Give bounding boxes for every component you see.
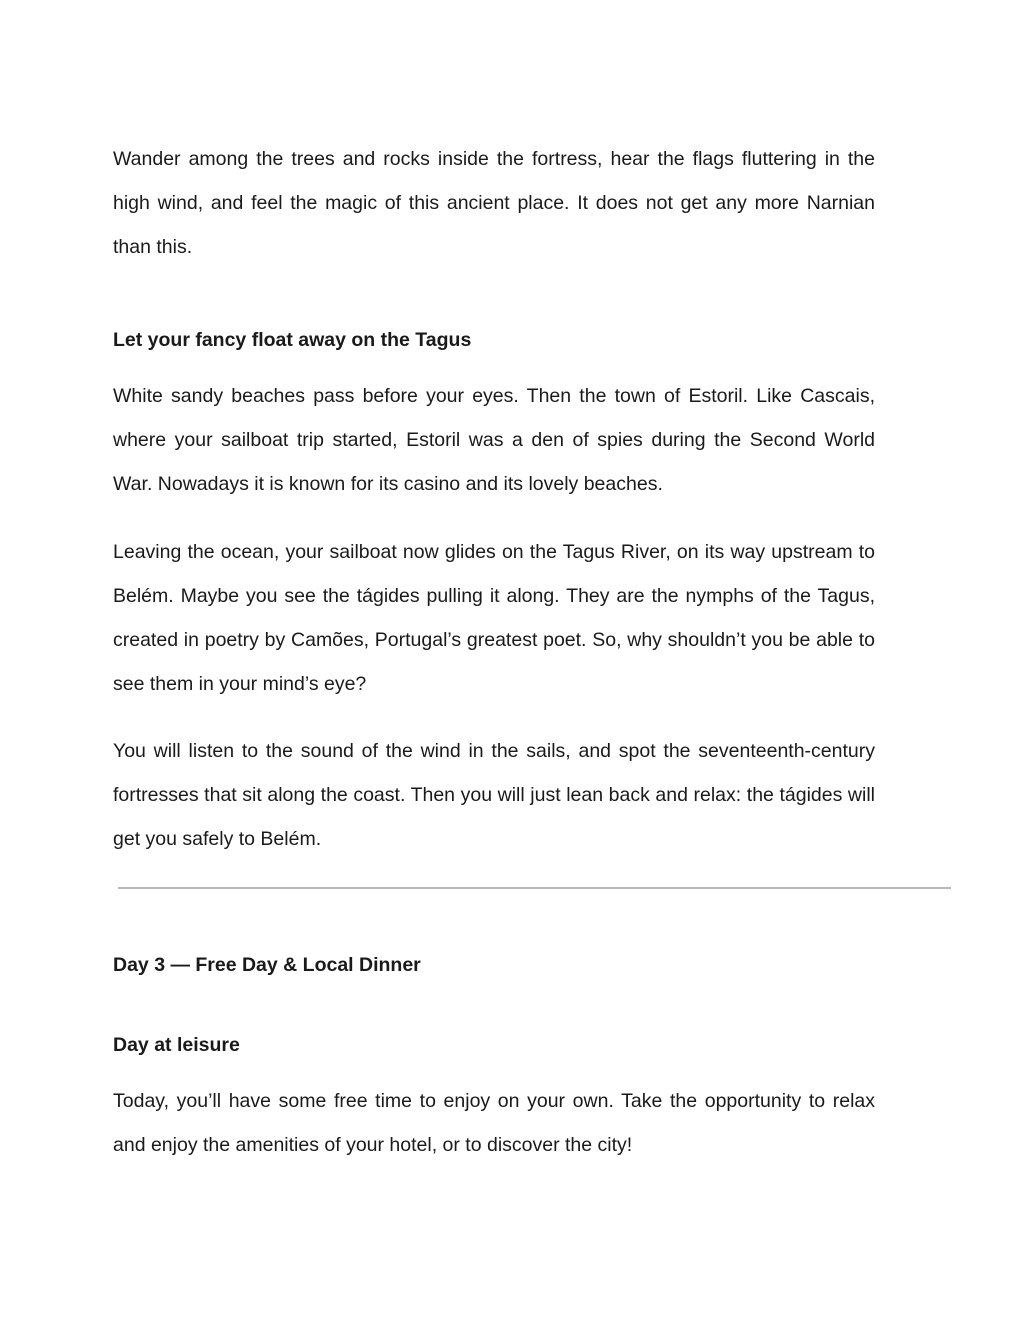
day3-title-block [113, 953, 875, 977]
day3-paragraph-block [113, 1079, 875, 1167]
section-divider [118, 887, 951, 889]
tagus-paragraph-3: You will listen to the sound of the wind in the sails, and spot the seventeenth-century fortresses that sit along the coast. Then you will just lean back and relax: the tágides will get you safely to Belém. [113, 740, 875, 850]
day3-paragraph: Today, you’ll have some free time to enjoy on your own. Take the opportunity to relax and enjoy the amenities of your hotel, or to discover the city! [113, 1090, 875, 1156]
narnia-paragraph: Wander among the trees and rocks inside the fortress, hear the flags fluttering in the high wind, and feel the magic of this ancient place. It does not get any more Narnian than this. [113, 148, 875, 258]
tagus-paragraph-2: Leaving the ocean, your sailboat now glides on the Tagus River, on its way upstream to Belém. Maybe you see the tágides pulling it along. They are the nymphs of the Tagus, created in poetry by Camões, Portugal’s greatest poet. So, why shouldn’t you be able to see them in your mind’s eye? [113, 541, 875, 695]
tagus-paragraph-3-block [113, 729, 875, 861]
day3-subheading-block [113, 1033, 875, 1057]
tagus-section [113, 328, 875, 352]
day3-subheading: Day at leisure [113, 1034, 240, 1056]
tagus-paragraph-1: White sandy beaches pass before your eyes. Then the town of Estoril. Like Cascais, where your sailboat trip started, Estoril was a den of spies during the Second World War. Nowadays it is known for its casino and its lovely beaches. [113, 385, 875, 495]
tagus-paragraph-1-block [113, 374, 875, 506]
tagus-heading: Let your fancy float away on the Tagus [113, 329, 472, 351]
tagus-paragraph-2-block [113, 530, 875, 706]
narnia-section [113, 137, 875, 269]
day3-title: Day 3 — Free Day & Local Dinner [113, 954, 421, 976]
